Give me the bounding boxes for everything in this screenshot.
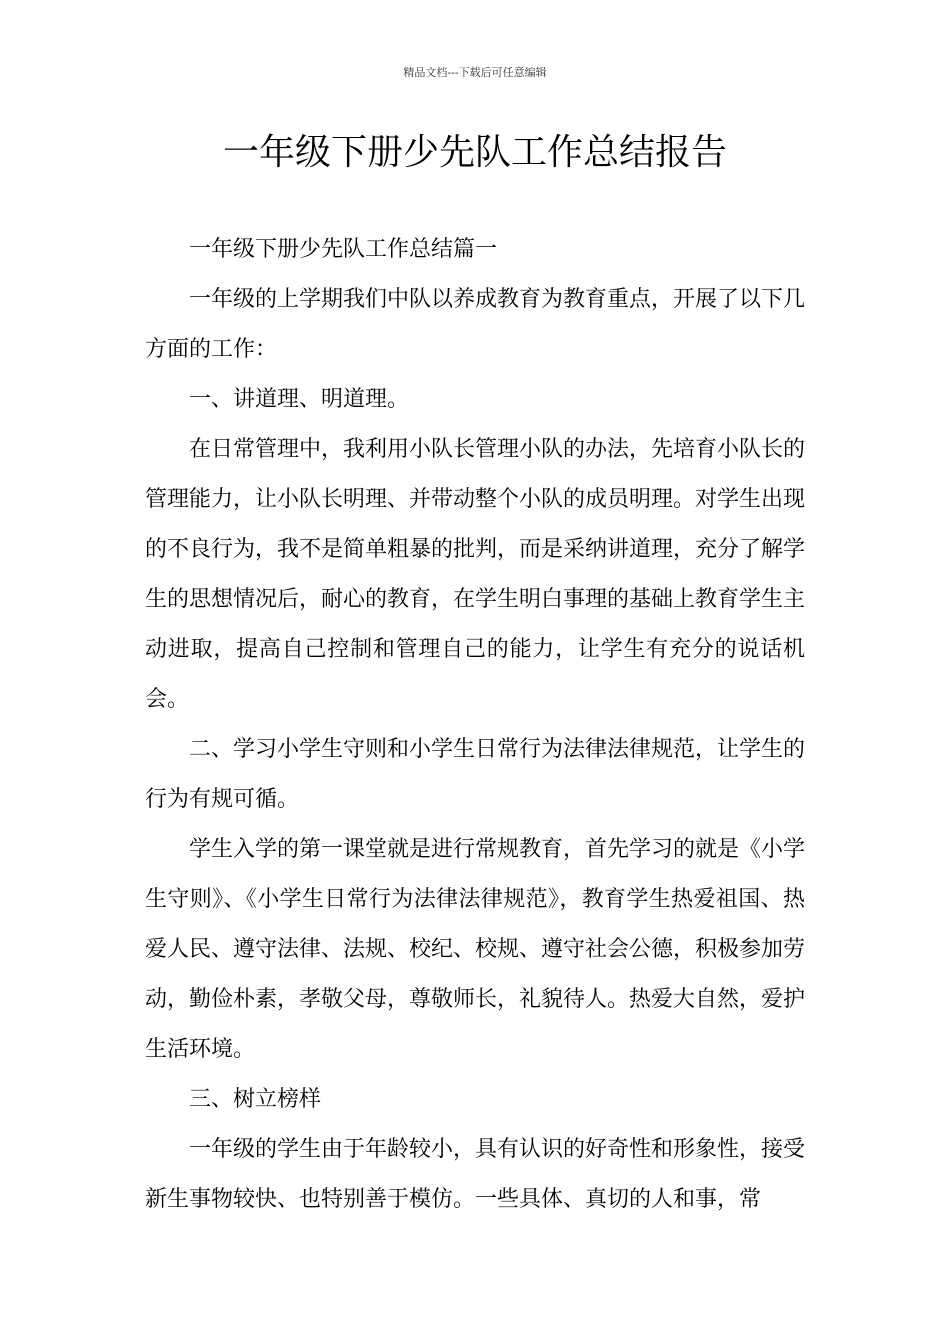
subsection-heading: 二、学习小学生守则和小学生日常行为法律法律规范，让学生的行为有规可循。 xyxy=(145,737,806,812)
document-body xyxy=(145,225,805,1225)
body-paragraph: 在日常管理中，我利用小队长管理小队的办法，先培育小队长的管理能力，让小队长明理、并带动整个小队的成员明理。对学生出现的不良行为，我不是简单粗暴的批判，而是采纳讲道理，充分了解学生的思想情况后，耐心的教育，在学生明白事理的基础上教育学生主动进取，提高自己控制和管理自己的能力，让学生有充分的说话机会。 xyxy=(145,437,806,712)
body-paragraph: 学生入学的第一课堂就是进行常规教育，首先学习的就是《小学生守则》、《小学生日常行为法律法律规范》，教育学生热爱祖国、热爱人民、遵守法律、法规、校纪、校规、遵守社会公德，积极参加劳动，勤俭朴素，孝敬父母，尊敬师长，礼貌待人。热爱大自然，爱护生活环境。 xyxy=(145,837,806,1062)
subsection-heading: 三、树立榜样 xyxy=(189,1087,322,1112)
section-heading: 一年级下册少先队工作总结篇一 xyxy=(189,237,498,262)
body-paragraph: 一年级的学生由于年龄较小，具有认识的好奇性和形象性，接受新生事物较快、也特别善于模仿。一些具体、真切的人和事，常 xyxy=(145,1137,806,1212)
header-note: 精品文档---下载后可任意编辑 xyxy=(403,66,547,79)
body-paragraph: 一年级的上学期我们中队以养成教育为教育重点，开展了以下几方面的工作： xyxy=(145,287,806,362)
document-title: 一年级下册少先队工作总结报告 xyxy=(222,132,727,173)
subsection-heading: 一、讲道理、明道理。 xyxy=(189,387,410,412)
